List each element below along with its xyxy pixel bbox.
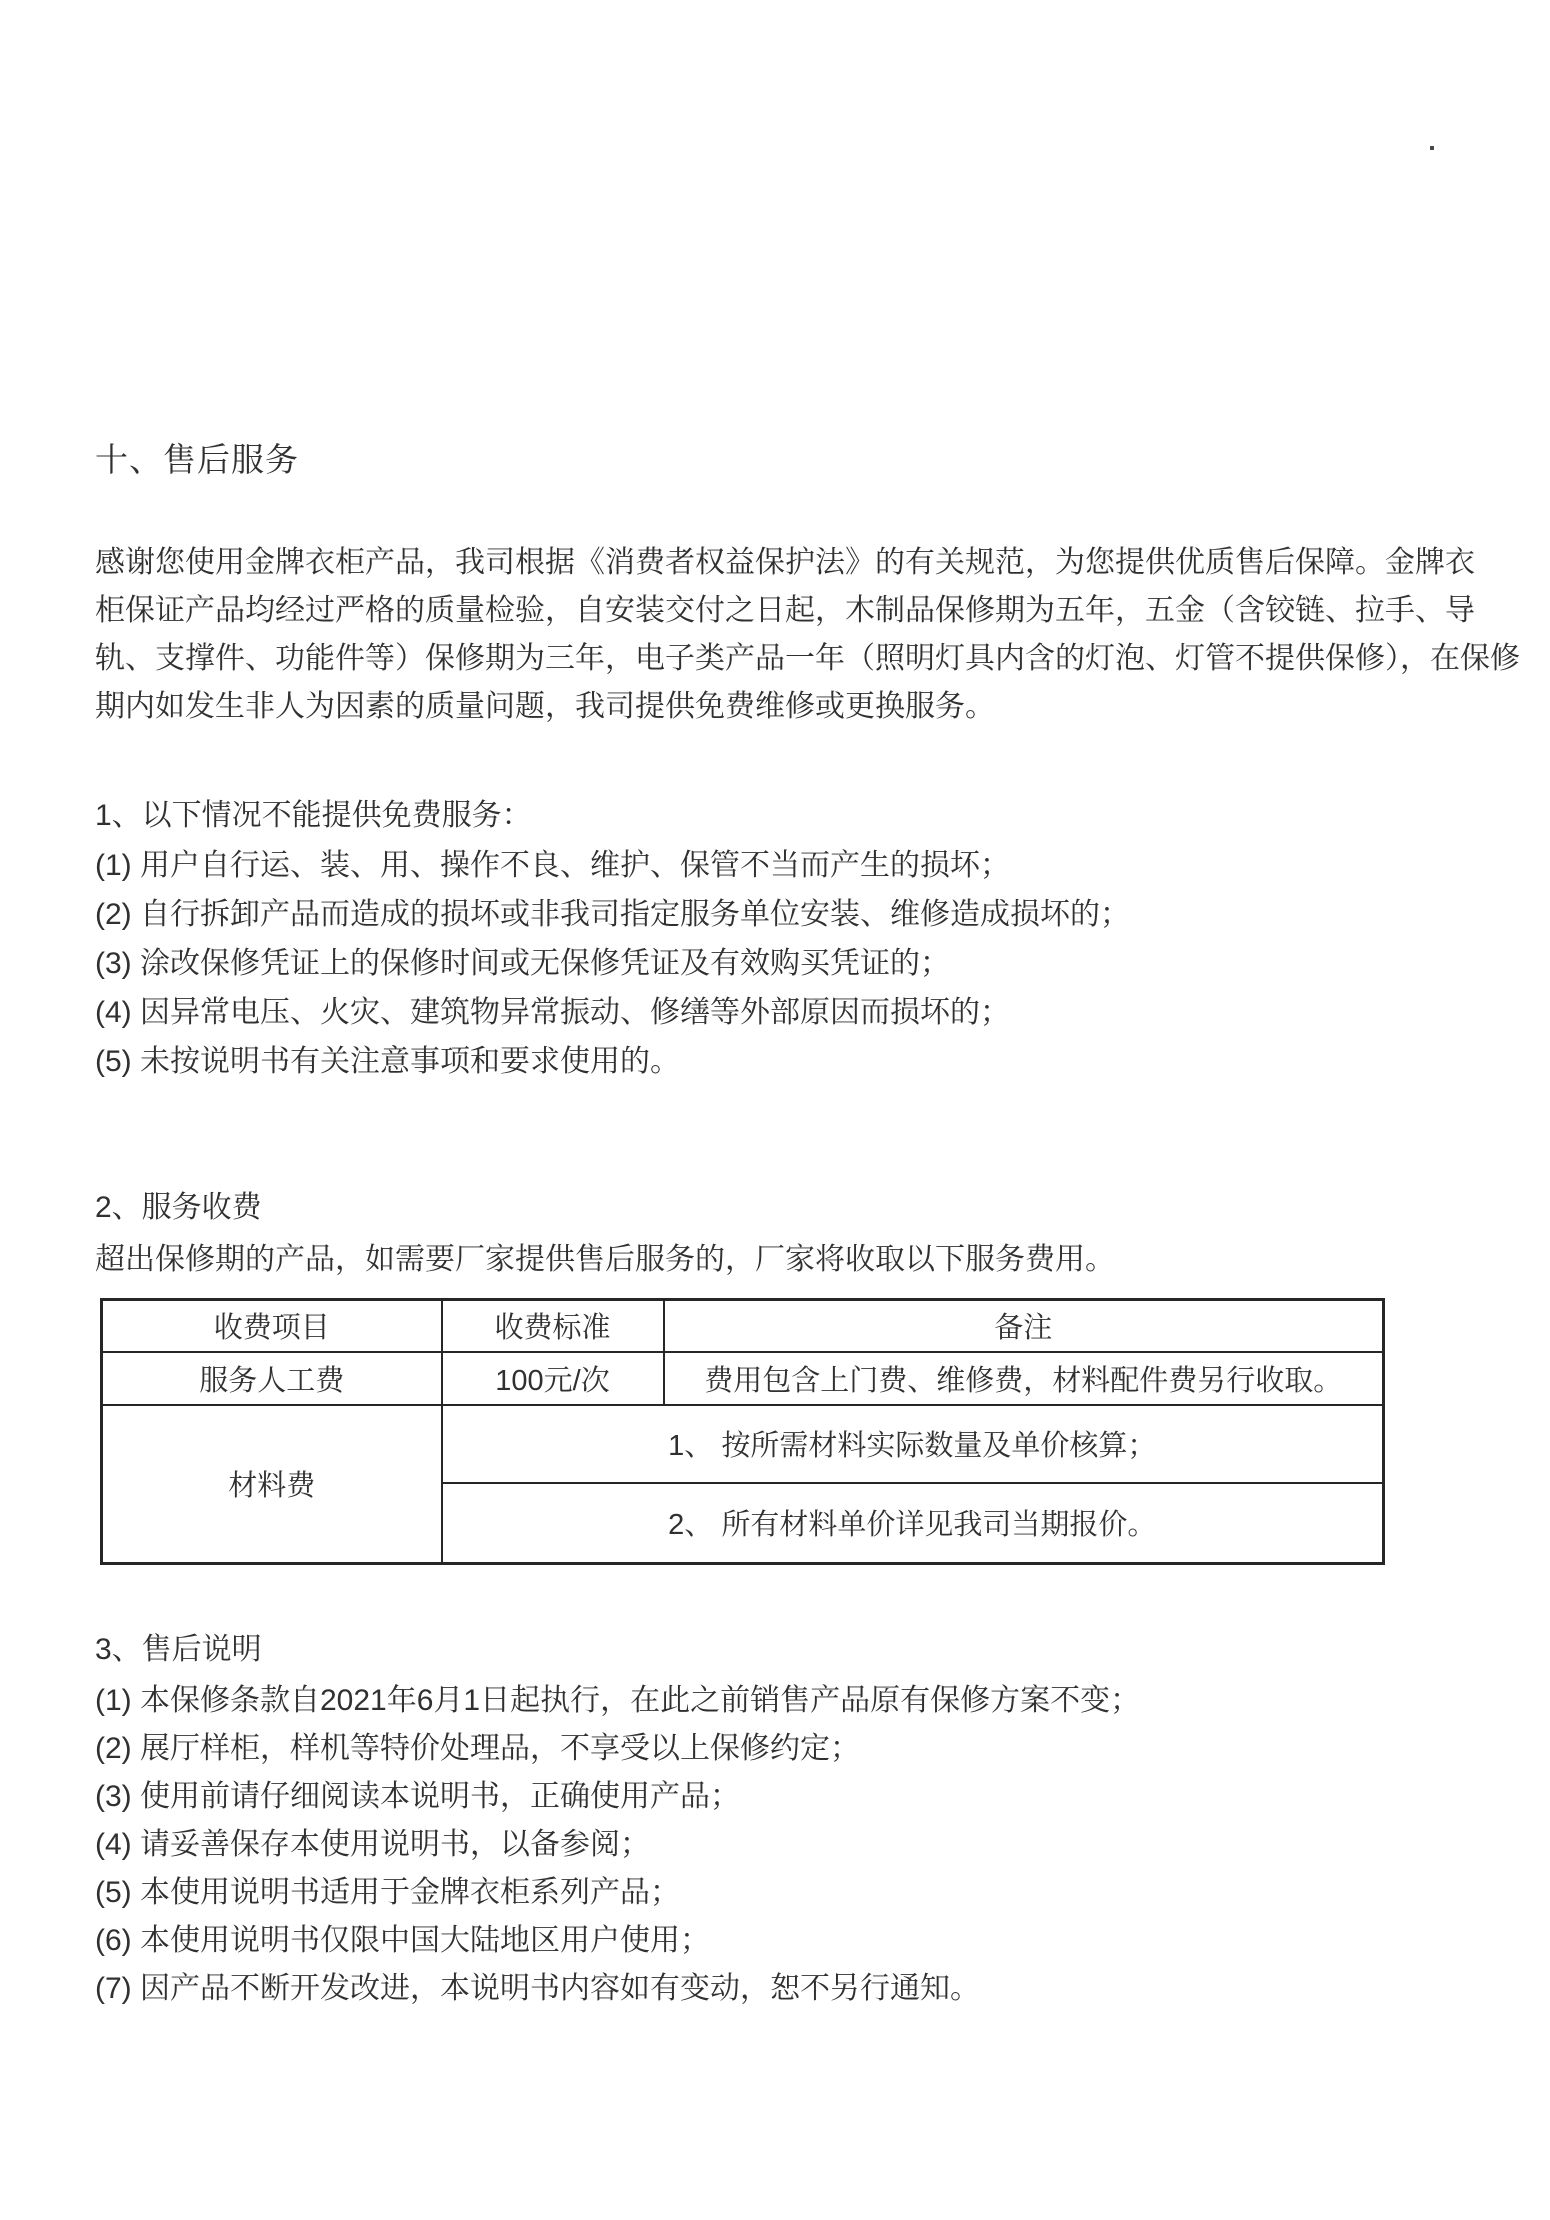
section1-item-2: (2) 自行拆卸产品而造成的损坏或非我司指定服务单位安装、维修造成损坏的； [95, 898, 1130, 931]
material-fee-item: 材料费 [102, 1405, 442, 1564]
section3-item-4: (4) 请妥善保存本使用说明书，以备参阅； [95, 1828, 650, 1861]
service-fee-table [100, 1298, 1385, 1565]
section3-item-1: (1) 本保修条款自2021年6月1日起执行，在此之前销售产品原有保修方案不变； [95, 1684, 1141, 1717]
page-title: 十、售后服务 [95, 441, 299, 478]
labor-fee-item: 服务人工费 [102, 1352, 442, 1405]
intro-line-1: 感谢您使用金牌衣柜产品，我司根据《消费者权益保护法》的有关规范，为您提供优质售后保障。金牌衣 [95, 546, 1475, 579]
fee-table-header-remark: 备注 [664, 1300, 1384, 1352]
scan-speck [1430, 146, 1434, 150]
section1-list [95, 841, 1130, 1086]
section3-heading: 3、售后说明 [95, 1633, 262, 1666]
intro-line-4: 期内如发生非人为因素的质量问题，我司提供免费维修或更换服务。 [95, 690, 995, 723]
material-fee-note-1: 1、 按所需材料实际数量及单价核算； [442, 1405, 1384, 1483]
labor-fee-standard: 100元/次 [442, 1352, 664, 1405]
fee-table-header-item: 收费项目 [102, 1300, 442, 1352]
section3-list [95, 1677, 1140, 2013]
fee-table-header-standard: 收费标准 [442, 1300, 664, 1352]
section1-item-1: (1) 用户自行运、装、用、操作不良、维护、保管不当而产生的损坏； [95, 849, 1010, 882]
section1-item-4: (4) 因异常电压、火灾、建筑物异常振动、修缮等外部原因而损坏的； [95, 996, 1010, 1029]
intro-paragraph [95, 539, 1520, 731]
section3-item-7: (7) 因产品不断开发改进，本说明书内容如有变动，恕不另行通知。 [95, 1972, 980, 2005]
material-fee-note-2: 2、 所有材料单价详见我司当期报价。 [442, 1483, 1384, 1564]
fee-table-header-row [102, 1300, 1384, 1352]
fee-table-labor-row [102, 1352, 1384, 1405]
section3-item-5: (5) 本使用说明书适用于金牌衣柜系列产品； [95, 1876, 680, 1909]
section3-item-6: (6) 本使用说明书仅限中国大陆地区用户使用； [95, 1924, 710, 1957]
section2-description: 超出保修期的产品，如需要厂家提供售后服务的，厂家将收取以下服务费用。 [95, 1243, 1115, 1276]
section3-item-3: (3) 使用前请仔细阅读本说明书，正确使用产品； [95, 1780, 740, 1813]
section3-item-2: (2) 展厅样柜，样机等特价处理品，不享受以上保修约定； [95, 1732, 860, 1765]
section2-heading: 2、服务收费 [95, 1191, 262, 1224]
intro-line-3: 轨、支撑件、功能件等）保修期为三年，电子类产品一年（照明灯具内含的灯泡、灯管不提供保修），在保修 [95, 642, 1520, 675]
fee-table-material-row-1 [102, 1405, 1384, 1483]
section1-item-5: (5) 未按说明书有关注意事项和要求使用的。 [95, 1045, 680, 1078]
section1-heading: 1、以下情况不能提供免费服务： [95, 799, 532, 832]
intro-line-2: 柜保证产品均经过严格的质量检验，自安装交付之日起，木制品保修期为五年，五金（含铰链、拉手、导 [95, 594, 1475, 627]
section1-item-3: (3) 涂改保修凭证上的保修时间或无保修凭证及有效购买凭证的； [95, 947, 950, 980]
labor-fee-remark: 费用包含上门费、维修费，材料配件费另行收取。 [664, 1352, 1384, 1405]
